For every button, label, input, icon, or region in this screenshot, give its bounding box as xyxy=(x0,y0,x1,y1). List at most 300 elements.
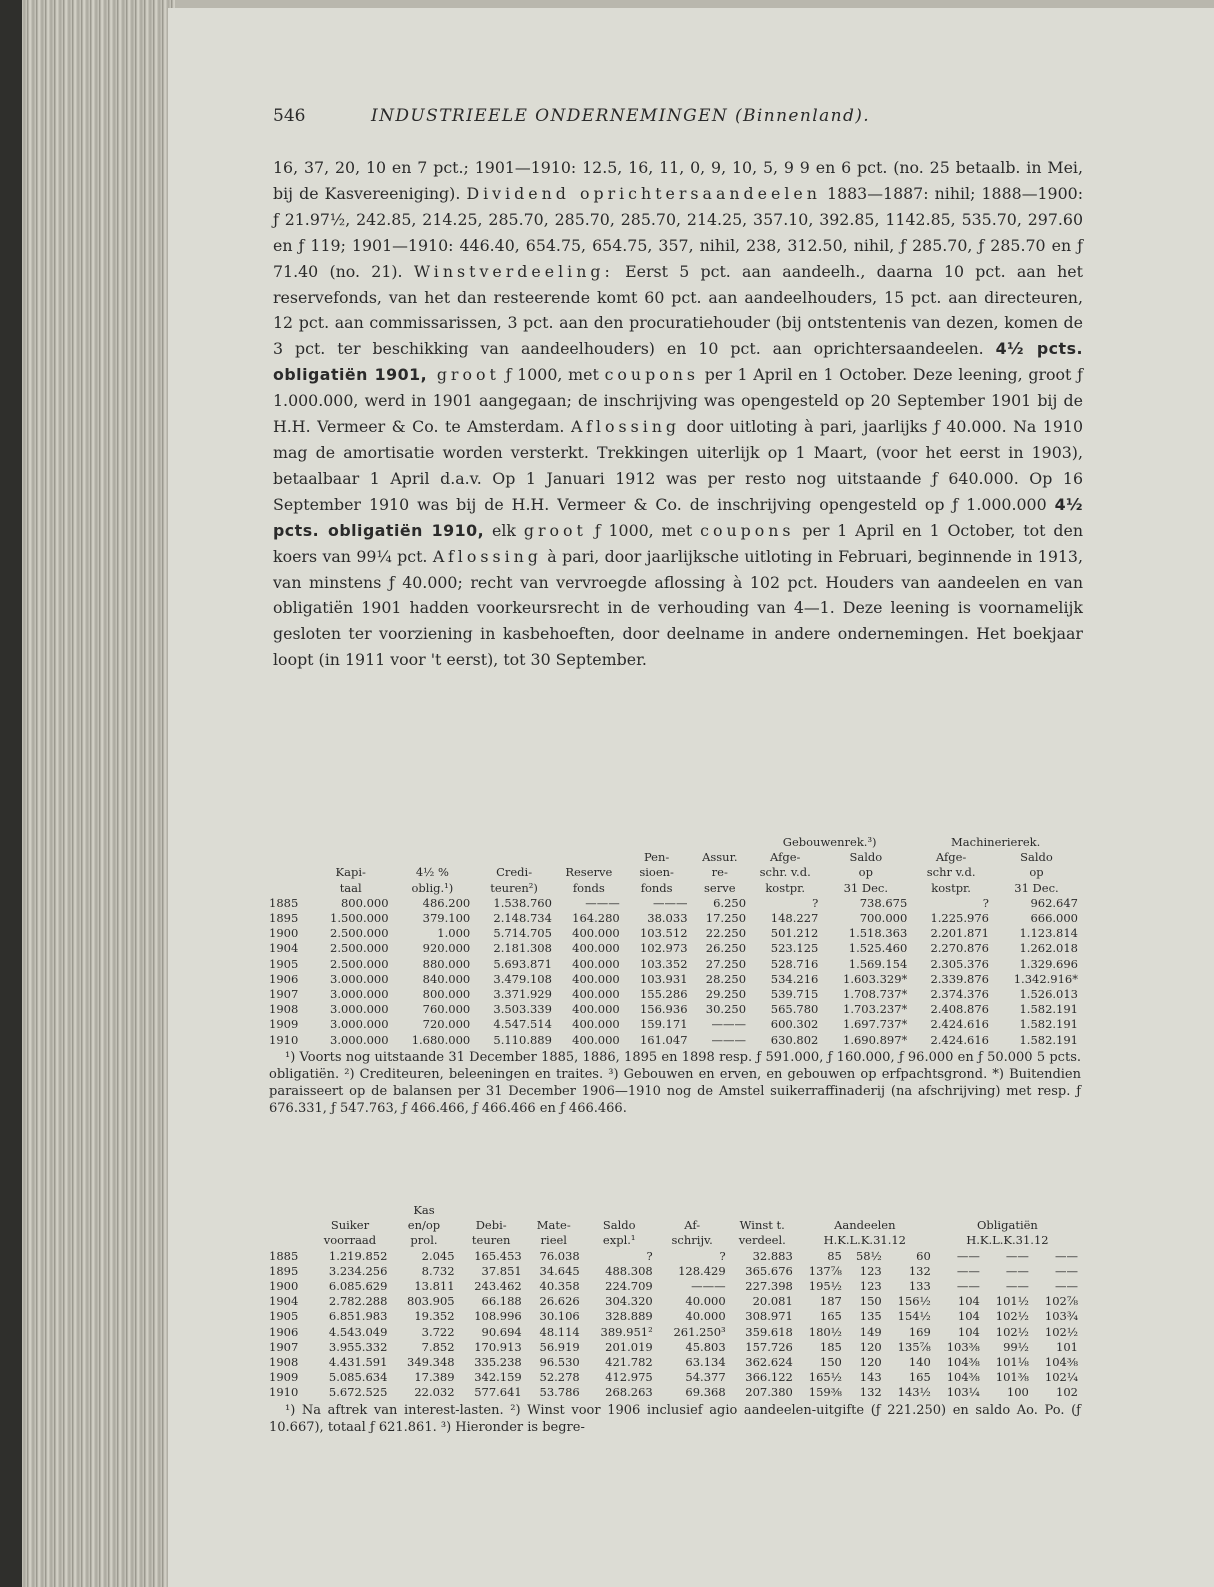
header-cell: Afge- xyxy=(769,850,801,865)
value-cell: 738.675 xyxy=(859,895,908,910)
value-cell: ——— xyxy=(653,895,688,910)
value-cell: 920.000 xyxy=(422,941,471,956)
value-cell: 349.348 xyxy=(407,1355,455,1370)
value-cell: 37.851 xyxy=(481,1263,522,1278)
value-cell: 123 xyxy=(859,1263,882,1278)
value-cell: 600.302 xyxy=(770,1017,819,1032)
text-run: door uitloting à pari, jaarlijks ƒ 40.000. Na 1910 mag de amortisatie worden versterkt. Trekkingen uiterlijk op 1 Maart, (voor het eerst in 1903), betaalbaar 1 April d.a.v. Op 1 Januari 1912 was per resto nog uitstaande ƒ 640.000. Op 16 September 1910 was bij de H.H. Vermeer & Co. de inschrijving opengesteld op ƒ 1.000.000 xyxy=(273,417,1083,514)
spaced-heading: Aflossing xyxy=(570,417,681,437)
year-cell: 1895 xyxy=(269,911,299,926)
book-page-edges xyxy=(0,0,175,1587)
value-cell: 1.526.013 xyxy=(1019,987,1078,1002)
value-cell: 69.368 xyxy=(685,1385,726,1400)
value-cell: 40.000 xyxy=(685,1294,726,1309)
value-cell: 3.479.108 xyxy=(493,971,552,986)
value-cell: ? xyxy=(812,895,819,910)
value-cell: —— xyxy=(1055,1279,1078,1294)
value-cell: 3.371.929 xyxy=(493,987,552,1002)
value-cell: 135 xyxy=(859,1309,882,1324)
value-cell: 100 xyxy=(1006,1385,1029,1400)
table-row xyxy=(269,1355,1081,1370)
footnote-text: ¹) Voorts nog uitstaande 31 December 1885, 1886, 1895 en 1898 resp. ƒ 591.000, ƒ 160.000, ƒ 96.000 en ƒ 50.000 5 pcts. obligatiën. ²) Crediteuren, beleeningen en traites. ³) Gebouwen en erven, en gebouwen op erfpachtsgrond. *) Buitendien paraisseert op de balansen per 31 December 1906—1910 nog de Amstel suikerraffinaderij (na afschrijving) met resp. ƒ 676.331, ƒ 547.763, ƒ 466.466, ƒ 466.466 en ƒ 466.466. xyxy=(269,1049,1081,1116)
value-cell: 165 xyxy=(819,1309,842,1324)
table-row xyxy=(269,1249,1081,1264)
value-cell: 2.500.000 xyxy=(330,956,389,971)
header-cell: rieel xyxy=(540,1233,567,1248)
value-cell: 165½ xyxy=(808,1370,842,1385)
text-run: 1883—1887: nihil; 1888—1900: ƒ 21.97½, 242.85, 214.25, 285.70, 285.70, 285.70, 214.25, 357.10, 392.85, 1142.85, 535.70, 297.60 en ƒ 119; 1901—1910: 446.40, 654.75, 654.75, 357, nihil, 238, 312.50, nihil, ƒ 285.70, ƒ 285.70 en ƒ 71.40 (no. 21). xyxy=(273,183,1084,281)
value-cell: 2.374.376 xyxy=(930,987,989,1002)
bond-heading: 4½ pcts. obligatiën 1901, xyxy=(273,339,1083,385)
year-cell: 1900 xyxy=(269,926,299,941)
header-cell: Mate- xyxy=(536,1218,571,1233)
value-cell: 40.000 xyxy=(685,1309,726,1324)
value-cell: 101 xyxy=(1056,1339,1078,1354)
year-cell: 1885 xyxy=(269,895,299,910)
value-cell: 58½ xyxy=(855,1248,882,1263)
value-cell: 135⅞ xyxy=(897,1339,931,1354)
value-cell: 2.045 xyxy=(421,1248,455,1263)
value-cell: 28.250 xyxy=(705,971,747,986)
value-cell: 103¾ xyxy=(1044,1309,1078,1324)
value-cell: 3.503.339 xyxy=(493,1002,552,1017)
header-cell: Kas xyxy=(413,1203,435,1217)
value-cell: 148.227 xyxy=(770,911,819,926)
value-cell: 400.000 xyxy=(572,1002,620,1017)
text-run: ƒ 1000, met xyxy=(499,365,605,385)
value-cell: 1.262.018 xyxy=(1019,941,1078,956)
header-cell: schr. v.d. xyxy=(759,865,811,880)
year-cell: 1904 xyxy=(269,1294,299,1309)
value-cell: 103¼ xyxy=(946,1385,980,1400)
table-header-row xyxy=(269,835,1081,850)
value-cell: 185 xyxy=(819,1339,842,1354)
table-row xyxy=(269,1017,1081,1032)
value-cell: 379.100 xyxy=(422,911,471,926)
value-cell: 630.802 xyxy=(770,1032,819,1047)
header-cell: Assur. xyxy=(702,850,738,865)
value-cell: 22.250 xyxy=(705,926,747,941)
results-table-body xyxy=(269,1249,1081,1401)
table-row xyxy=(269,1340,1081,1355)
value-cell: 103.931 xyxy=(639,971,688,986)
header-cell: Winst t. xyxy=(739,1218,785,1233)
value-cell: 56.919 xyxy=(539,1339,580,1354)
value-cell: 1.329.696 xyxy=(1019,956,1078,971)
value-cell: 366.122 xyxy=(745,1370,793,1385)
value-cell: 400.000 xyxy=(572,926,620,941)
value-cell: 2.270.876 xyxy=(930,941,989,956)
table-row xyxy=(269,1325,1081,1340)
spaced-heading: coupons xyxy=(700,520,795,540)
table-header-row xyxy=(269,1203,1081,1218)
table-row xyxy=(269,987,1081,1002)
table-row xyxy=(269,1264,1081,1279)
year-cell: 1909 xyxy=(269,1017,299,1032)
value-cell: 2.424.616 xyxy=(930,1017,989,1032)
value-cell: 2.500.000 xyxy=(330,941,389,956)
value-cell: 2.408.876 xyxy=(930,1002,989,1017)
value-cell: 103.352 xyxy=(639,956,688,971)
header-cell: fonds xyxy=(572,880,605,895)
header-cell: Suiker xyxy=(330,1218,370,1233)
value-cell: —— xyxy=(1005,1248,1029,1263)
spaced-heading: coupons xyxy=(604,365,699,385)
value-cell: 268.263 xyxy=(605,1385,653,1400)
value-cell: 180½ xyxy=(808,1324,842,1339)
value-cell: 1.219.852 xyxy=(328,1248,388,1263)
value-cell: 1.525.460 xyxy=(848,941,908,956)
value-cell: 34.645 xyxy=(539,1263,580,1278)
value-cell: 1.603.329* xyxy=(843,971,908,986)
value-cell: 389.951² xyxy=(600,1324,653,1339)
value-cell: —— xyxy=(1055,1263,1078,1278)
book-binding-shadow xyxy=(0,0,22,1587)
value-cell: 29.250 xyxy=(705,987,747,1002)
value-cell: 143½ xyxy=(897,1385,931,1400)
value-cell: 962.647 xyxy=(1030,895,1078,910)
value-cell: 2.500.000 xyxy=(330,926,389,941)
header-cell: 4½ % xyxy=(415,865,449,880)
text-run: per 1 April en 1 October, tot den koers van 99¼ pct. xyxy=(273,520,1083,566)
spaced-heading: Aflossing xyxy=(432,546,542,566)
value-cell: 1.225.976 xyxy=(930,911,989,926)
text-run: per 1 April en 1 October. Deze leening, groot ƒ 1.000.000, werd in 1901 aangegaan; de inschrijving was opengesteld op 20 September 1901 bij de H.H. Vermeer & Co. te Amsterdam. xyxy=(273,365,1083,437)
value-cell: 666.000 xyxy=(1030,911,1078,926)
balance-table-body xyxy=(269,896,1081,1048)
value-cell: 1.518.363 xyxy=(848,926,908,941)
header-cell: 31 Dec. xyxy=(1014,880,1059,895)
value-cell: 30.250 xyxy=(705,1002,747,1017)
header-cell: schrijv. xyxy=(671,1233,713,1248)
value-cell: 488.308 xyxy=(605,1263,653,1278)
value-cell: 6.851.983 xyxy=(328,1309,388,1324)
value-cell: 577.641 xyxy=(474,1385,522,1400)
header-cell: teuren²) xyxy=(490,880,538,895)
value-cell: 201.019 xyxy=(605,1339,653,1354)
value-cell: 1.708.737* xyxy=(843,987,908,1002)
value-cell: 1.342.916* xyxy=(1013,971,1078,986)
header-cell: H.K.L.K.31.12 xyxy=(966,1233,1049,1248)
value-cell: 26.626 xyxy=(539,1294,580,1309)
table-footnotes xyxy=(269,1402,1081,1436)
header-cell: Debi- xyxy=(475,1218,507,1233)
value-cell: 101⅛ xyxy=(995,1355,1029,1370)
header-cell: H.K.L.K.31.12 xyxy=(823,1233,906,1248)
value-cell: 2.339.876 xyxy=(930,971,989,986)
value-cell: 528.716 xyxy=(770,956,819,971)
value-cell: 3.000.000 xyxy=(330,1032,389,1047)
spaced-heading: groot xyxy=(427,365,500,385)
value-cell: 22.032 xyxy=(414,1385,455,1400)
value-cell: 76.038 xyxy=(539,1248,580,1263)
value-cell: 5.672.525 xyxy=(328,1385,388,1400)
value-cell: 48.114 xyxy=(539,1324,580,1339)
value-cell: 133 xyxy=(908,1279,931,1294)
value-cell: 1.123.814 xyxy=(1019,926,1078,941)
value-cell: 165 xyxy=(908,1370,931,1385)
value-cell: 400.000 xyxy=(572,987,620,1002)
value-cell: 523.125 xyxy=(770,941,819,956)
value-cell: 120 xyxy=(859,1355,882,1370)
year-cell: 1908 xyxy=(269,1355,299,1370)
header-cell: en/op xyxy=(407,1218,441,1233)
table-row xyxy=(269,1002,1081,1017)
value-cell: 53.786 xyxy=(539,1385,580,1400)
value-cell: 335.238 xyxy=(474,1355,522,1370)
year-cell: 1910 xyxy=(269,1385,299,1400)
year-cell: 1909 xyxy=(269,1370,299,1385)
value-cell: 149 xyxy=(859,1324,882,1339)
value-cell: 150 xyxy=(859,1294,882,1309)
value-cell: 63.134 xyxy=(685,1355,726,1370)
value-cell: 800.000 xyxy=(340,895,389,910)
value-cell: 3.234.256 xyxy=(328,1263,388,1278)
value-cell: 800.000 xyxy=(422,987,471,1002)
value-cell: 803.905 xyxy=(407,1294,455,1309)
table-row xyxy=(269,911,1081,926)
value-cell: 154½ xyxy=(897,1309,931,1324)
header-cell: prol. xyxy=(410,1233,438,1248)
value-cell: 104⅜ xyxy=(946,1370,980,1385)
value-cell: 108.996 xyxy=(474,1309,522,1324)
year-cell: 1885 xyxy=(269,1248,299,1263)
value-cell: 104⅜ xyxy=(1044,1355,1078,1370)
value-cell: 342.159 xyxy=(474,1370,522,1385)
value-cell: 102⅞ xyxy=(1044,1294,1078,1309)
value-cell: 19.352 xyxy=(414,1309,455,1324)
value-cell: 132 xyxy=(908,1263,931,1278)
balance-table xyxy=(269,835,1081,1048)
header-cell: 31 Dec. xyxy=(843,880,889,895)
value-cell: 539.715 xyxy=(770,987,819,1002)
header-cell: Kapi- xyxy=(335,865,366,880)
table-row xyxy=(269,896,1081,911)
spaced-heading: Winstverdeeling: xyxy=(413,261,614,281)
header-cell: Afge- xyxy=(935,850,967,865)
value-cell: 4.547.514 xyxy=(493,1017,552,1032)
value-cell: 304.320 xyxy=(605,1294,653,1309)
header-cell: Gebouwenrek.³) xyxy=(782,835,877,849)
year-cell: 1906 xyxy=(269,1324,299,1339)
table-row xyxy=(269,957,1081,972)
value-cell: 159.171 xyxy=(639,1017,688,1032)
value-cell: 60 xyxy=(916,1248,931,1263)
page-header xyxy=(273,100,1083,132)
year-cell: 1900 xyxy=(269,1279,299,1294)
header-cell: serve xyxy=(704,880,736,895)
value-cell: ——— xyxy=(585,895,620,910)
value-cell: 17.389 xyxy=(414,1370,455,1385)
value-cell: 2.181.308 xyxy=(493,941,552,956)
value-cell: 101½ xyxy=(995,1294,1029,1309)
value-cell: 3.955.332 xyxy=(328,1339,388,1354)
value-cell: —— xyxy=(956,1248,980,1263)
header-cell: schr v.d. xyxy=(926,865,976,880)
value-cell: 486.200 xyxy=(422,895,471,910)
value-cell: 104 xyxy=(957,1309,980,1324)
value-cell: 102¼ xyxy=(1044,1370,1078,1385)
table-row xyxy=(269,1033,1081,1048)
table-row xyxy=(269,1279,1081,1294)
value-cell: 227.398 xyxy=(745,1279,793,1294)
year-cell: 1906 xyxy=(269,971,299,986)
value-cell: 102 xyxy=(1056,1385,1078,1400)
value-cell: 3.000.000 xyxy=(330,1002,389,1017)
header-cell: Machinerierek. xyxy=(951,835,1041,849)
value-cell: 565.780 xyxy=(770,1002,819,1017)
spaced-heading: groot xyxy=(523,520,587,540)
value-cell: 2.148.734 xyxy=(493,911,552,926)
header-cell: voorraad xyxy=(323,1233,377,1248)
header-cell: Af- xyxy=(684,1218,701,1233)
value-cell: 150 xyxy=(819,1355,842,1370)
year-cell: 1907 xyxy=(269,1339,299,1354)
header-cell: kostpr. xyxy=(765,880,806,895)
value-cell: 103⅜ xyxy=(946,1339,980,1354)
value-cell: 27.250 xyxy=(705,956,747,971)
value-cell: 132 xyxy=(859,1385,882,1400)
value-cell: 308.971 xyxy=(745,1309,793,1324)
value-cell: 66.188 xyxy=(481,1294,522,1309)
company-description-paragraph xyxy=(273,155,1083,673)
value-cell: 99½ xyxy=(1003,1339,1029,1354)
value-cell: 120 xyxy=(859,1339,882,1354)
header-cell: Pen- xyxy=(643,850,670,865)
header-cell: Reserve xyxy=(565,865,613,880)
value-cell: 195½ xyxy=(808,1279,842,1294)
results-table-section xyxy=(269,1203,1081,1436)
value-cell: 30.106 xyxy=(539,1309,580,1324)
header-cell: Credi- xyxy=(496,865,533,880)
value-cell: 1.582.191 xyxy=(1019,1017,1078,1032)
value-cell: 1.582.191 xyxy=(1019,1002,1078,1017)
value-cell: 156.936 xyxy=(639,1002,688,1017)
header-cell: fonds xyxy=(640,880,673,895)
header-cell: teuren xyxy=(471,1233,511,1248)
value-cell: 1.697.737* xyxy=(843,1017,908,1032)
value-cell: 4.543.049 xyxy=(328,1324,388,1339)
spaced-heading: Dividend oprichtersaandeelen xyxy=(466,183,821,203)
balance-table-section xyxy=(269,835,1081,1117)
value-cell: 1.690.897* xyxy=(843,1032,908,1047)
value-cell: 2.305.376 xyxy=(930,956,989,971)
value-cell: 5.693.871 xyxy=(493,956,552,971)
value-cell: 157.726 xyxy=(745,1339,793,1354)
value-cell: 102½ xyxy=(995,1309,1029,1324)
value-cell: 8.732 xyxy=(421,1263,455,1278)
value-cell: 400.000 xyxy=(572,956,620,971)
value-cell: 1.582.191 xyxy=(1019,1032,1078,1047)
value-cell: 85 xyxy=(827,1248,842,1263)
value-cell: ——— xyxy=(711,1032,747,1047)
value-cell: 400.000 xyxy=(572,971,620,986)
value-cell: 104 xyxy=(957,1294,980,1309)
value-cell: 123 xyxy=(859,1279,882,1294)
value-cell: 140 xyxy=(908,1355,931,1370)
value-cell: 52.278 xyxy=(539,1370,580,1385)
value-cell: —— xyxy=(1005,1279,1029,1294)
value-cell: 54.377 xyxy=(685,1370,726,1385)
value-cell: 700.000 xyxy=(859,911,908,926)
page-number: 546 xyxy=(273,106,306,126)
value-cell: 164.280 xyxy=(572,911,620,926)
value-cell: 45.803 xyxy=(685,1339,726,1354)
table-row xyxy=(269,972,1081,987)
footnote-text: ¹) Na aftrek van interest-lasten. ²) Winst voor 1906 inclusief agio aandeelen-uitgifte (ƒ 221.250) en saldo Ao. Po. (ƒ 10.667), totaal ƒ 621.861. ³) Hieronder is begre- xyxy=(269,1402,1081,1435)
value-cell: 1.569.154 xyxy=(848,956,908,971)
table-header-row xyxy=(269,1218,1081,1233)
table-row xyxy=(269,1385,1081,1400)
value-cell: 362.624 xyxy=(745,1355,793,1370)
running-title: INDUSTRIEELE ONDERNEMINGEN (Binnenland). xyxy=(371,106,871,126)
value-cell: 104⅜ xyxy=(946,1355,980,1370)
value-cell: ——— xyxy=(691,1279,726,1294)
header-cell: op xyxy=(858,865,873,880)
value-cell: 421.782 xyxy=(605,1355,653,1370)
header-cell: Saldo xyxy=(602,1218,636,1233)
value-cell: 165.453 xyxy=(474,1248,522,1263)
value-cell: 38.033 xyxy=(647,911,688,926)
value-cell: 3.000.000 xyxy=(330,971,389,986)
value-cell: 169 xyxy=(908,1324,931,1339)
year-cell: 1905 xyxy=(269,1309,299,1324)
value-cell: 159⅜ xyxy=(808,1385,842,1400)
header-cell: Aandeelen xyxy=(834,1218,896,1233)
table-header-row xyxy=(269,850,1081,865)
value-cell: 155.286 xyxy=(639,987,688,1002)
table-header-row xyxy=(269,1233,1081,1248)
table-row xyxy=(269,1309,1081,1324)
bond-heading: 4½ pcts. obligatiën 1910, xyxy=(273,494,1083,540)
value-cell: 187 xyxy=(819,1294,842,1309)
value-cell: 101⅜ xyxy=(995,1370,1029,1385)
value-cell: 760.000 xyxy=(422,1002,471,1017)
value-cell: 90.694 xyxy=(481,1324,522,1339)
value-cell: ? xyxy=(719,1248,726,1263)
value-cell: 96.530 xyxy=(539,1355,580,1370)
header-cell: verdeel. xyxy=(738,1233,786,1248)
value-cell: 102.973 xyxy=(639,941,688,956)
table-footnotes xyxy=(269,1049,1081,1117)
value-cell: 359.618 xyxy=(745,1324,793,1339)
value-cell: —— xyxy=(956,1263,980,1278)
value-cell: 6.250 xyxy=(713,895,747,910)
value-cell: 156½ xyxy=(897,1294,931,1309)
value-cell: 880.000 xyxy=(422,956,471,971)
value-cell: 720.000 xyxy=(422,1017,471,1032)
header-cell: Saldo xyxy=(849,850,883,865)
value-cell: 2.201.871 xyxy=(930,926,989,941)
text-run: Eerst 5 pct. aan aandeelh., daarna 10 pct. aan het reservefonds, van het dan resteerende komt 60 pct. aan aandeelhouders, 15 pct. aan directeuren, 12 pct. aan commissarissen, 3 pct. aan den procuratiehouder (bij ontstentenis van dezen, komen de 3 pct. ter beschikking van aandeelhouders) en 10 pct. aan oprichtersaandeelen. xyxy=(273,261,1083,359)
value-cell: 501.212 xyxy=(770,926,819,941)
value-cell: 32.883 xyxy=(752,1248,793,1263)
value-cell: 2.782.288 xyxy=(328,1294,388,1309)
text-run: à pari, door jaarlijksche uitloting in Februari, beginnende in 1913, van minstens ƒ 40.000; recht van vervroegde aflossing à 102 pct. Houders van aandeelen en van obligatiën 1901 hadden voorkeursrecht in de verhouding van 4—1. Deze leening is voornamelijk gesloten ter voorziening in kasbehoeften, door deelname in andere ondernemingen. Het boekjaar loopt (in 1911 voor 't eerst), tot 30 September. xyxy=(273,546,1083,670)
value-cell: ? xyxy=(646,1248,653,1263)
value-cell: 400.000 xyxy=(572,1032,620,1047)
value-cell: 26.250 xyxy=(705,941,747,956)
value-cell: 3.000.000 xyxy=(330,987,389,1002)
table-row xyxy=(269,941,1081,956)
header-cell: sioen- xyxy=(639,865,674,880)
table-header-row xyxy=(269,865,1081,880)
value-cell: 1.680.000 xyxy=(411,1032,471,1047)
value-cell: 243.462 xyxy=(474,1279,522,1294)
value-cell: 207.380 xyxy=(745,1385,793,1400)
value-cell: 2.424.616 xyxy=(930,1032,989,1047)
table-row xyxy=(269,926,1081,941)
